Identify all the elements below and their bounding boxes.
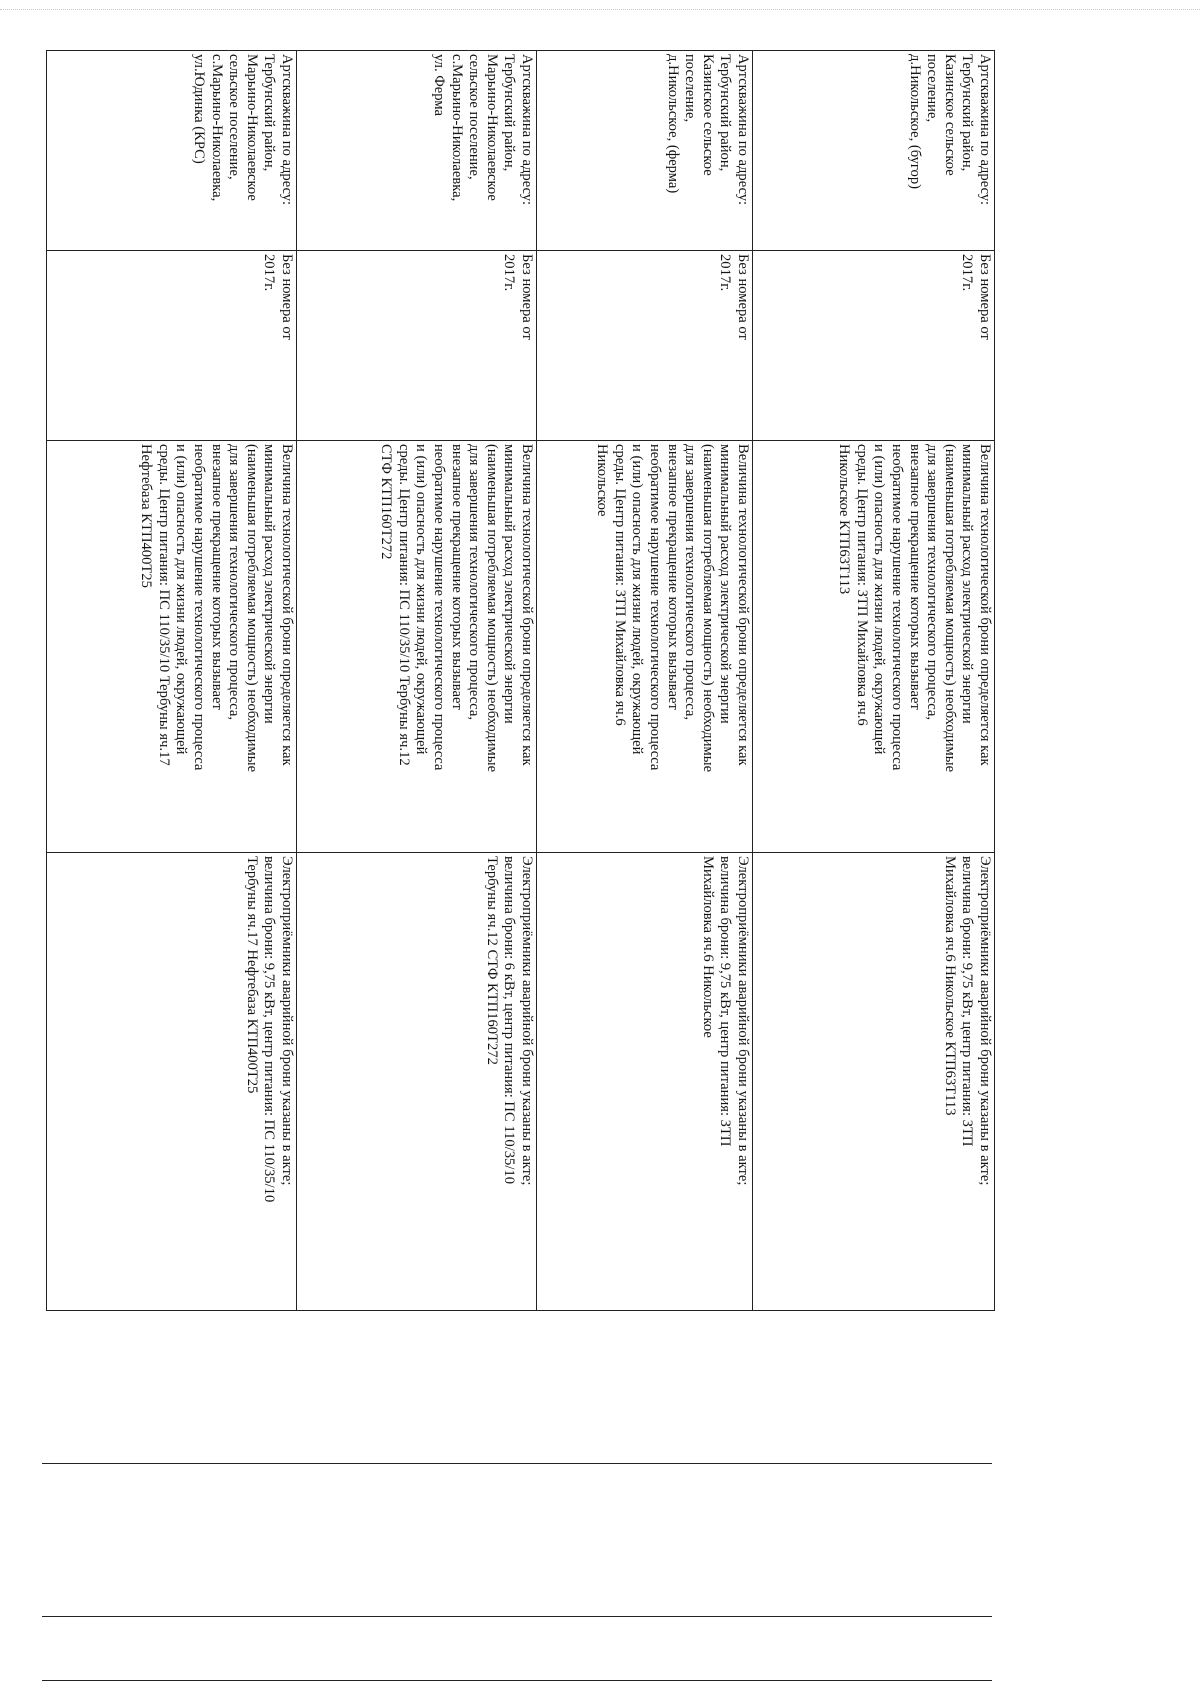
table-row [47, 51, 297, 1311]
act-number-cell: Без номера от 2017г. [47, 251, 297, 441]
table-row [297, 51, 537, 1311]
scan-top-edge [0, 9, 1200, 10]
emergency-reserve-cell: Электроприёмники аварийной брони указаны в акте; величина брони: 9,75 кВт, центр питания: ЗТП Михайловка яч.6 Никольское КТП63Т113 [753, 853, 995, 1311]
form-line [42, 1616, 992, 1617]
act-number-cell: Без номера от 2017г. [297, 251, 537, 441]
table-row [537, 51, 753, 1311]
technological-reserve-cell: Величина технологической брони определяется как минимальный расход электрической энергии (наименьшая потребляемая мощность) необходимые для завершения технологического процесса, внезапное прекращение которых вызывает необратимое нарушение технологического процесса и (или) опасность для жизни людей, окружающей среды. Центр питания: ЗТП Михайловка яч.6 Никольское КТП63Т113 [753, 441, 995, 853]
technological-reserve-cell: Величина технологической брони определяется как минимальный расход электрической энергии (наименьшая потребляемая мощность) необходимые для завершения технологического процесса, внезапное прекращение которых вызывает необратимое нарушение технологического процесса и (или) опасность для жизни людей, окружающей среды. Центр питания: ПС 110/35/10 Тербуны яч.17 Нефтебаза КТП400Т25 [47, 441, 297, 853]
object-address-cell: Артскважина по адресу: Тербунский район, Казинское сельское поселение, д.Никольское, (бугор) [753, 51, 995, 251]
act-number-cell: Без номера от 2017г. [753, 251, 995, 441]
technological-reserve-cell: Величина технологической брони определяется как минимальный расход электрической энергии (наименьшая потребляемая мощность) необходимые для завершения технологического процесса, внезапное прекращение которых вызывает необратимое нарушение технологического процесса и (или) опасность для жизни людей, окружающей среды. Центр питания: ПС 110/35/10 Тербуны яч.12 СТФ КТП160Т272 [297, 441, 537, 853]
rotated-page [47, 50, 995, 1310]
act-number-cell: Без номера от 2017г. [537, 251, 753, 441]
emergency-reserve-cell: Электроприёмники аварийной брони указаны в акте; величина брони: 9,75 кВт, центр питания: ЗТП Михайловка яч.6 Никольское [537, 853, 753, 1311]
table-row [753, 51, 995, 1311]
object-address-cell: Артскважина по адресу: Тербунский район, Марьино-Николаевское сельское поселение, с.Марьино-Николаевка, ул. Ферма [297, 51, 537, 251]
technological-reserve-cell: Величина технологической брони определяется как минимальный расход электрической энергии (наименьшая потребляемая мощность) необходимые для завершения технологического процесса, внезапное прекращение которых вызывает необратимое нарушение технологического процесса и (или) опасность для жизни людей, окружающей среды. Центр питания: ЗТП Михайловка яч.6 Никольское [537, 441, 753, 853]
form-line [42, 1463, 992, 1464]
object-address-cell: Артскважина по адресу: Тербунский район, Марьино-Николаевское сельское поселение, с.Марьино-Николаевка, ул.Юдинка (КРС) [47, 51, 297, 251]
form-line [42, 1680, 992, 1681]
emergency-reserve-cell: Электроприёмники аварийной брони указаны в акте; величина брони: 6 кВт, центр питания: ПС 110/35/10 Тербуны яч.12 СТФ КТП160Т272 [297, 853, 537, 1311]
emergency-reserve-cell: Электроприёмники аварийной брони указаны в акте; величина брони: 9,75 кВт, центр питания: ПС 110/35/10 Тербуны яч.17 Нефтебаза КТП400Т25 [47, 853, 297, 1311]
object-address-cell: Артскважина по адресу: Тербунский район, Казинское сельское поселение, д.Никольское, (ферма) [537, 51, 753, 251]
reservation-table [46, 50, 995, 1311]
